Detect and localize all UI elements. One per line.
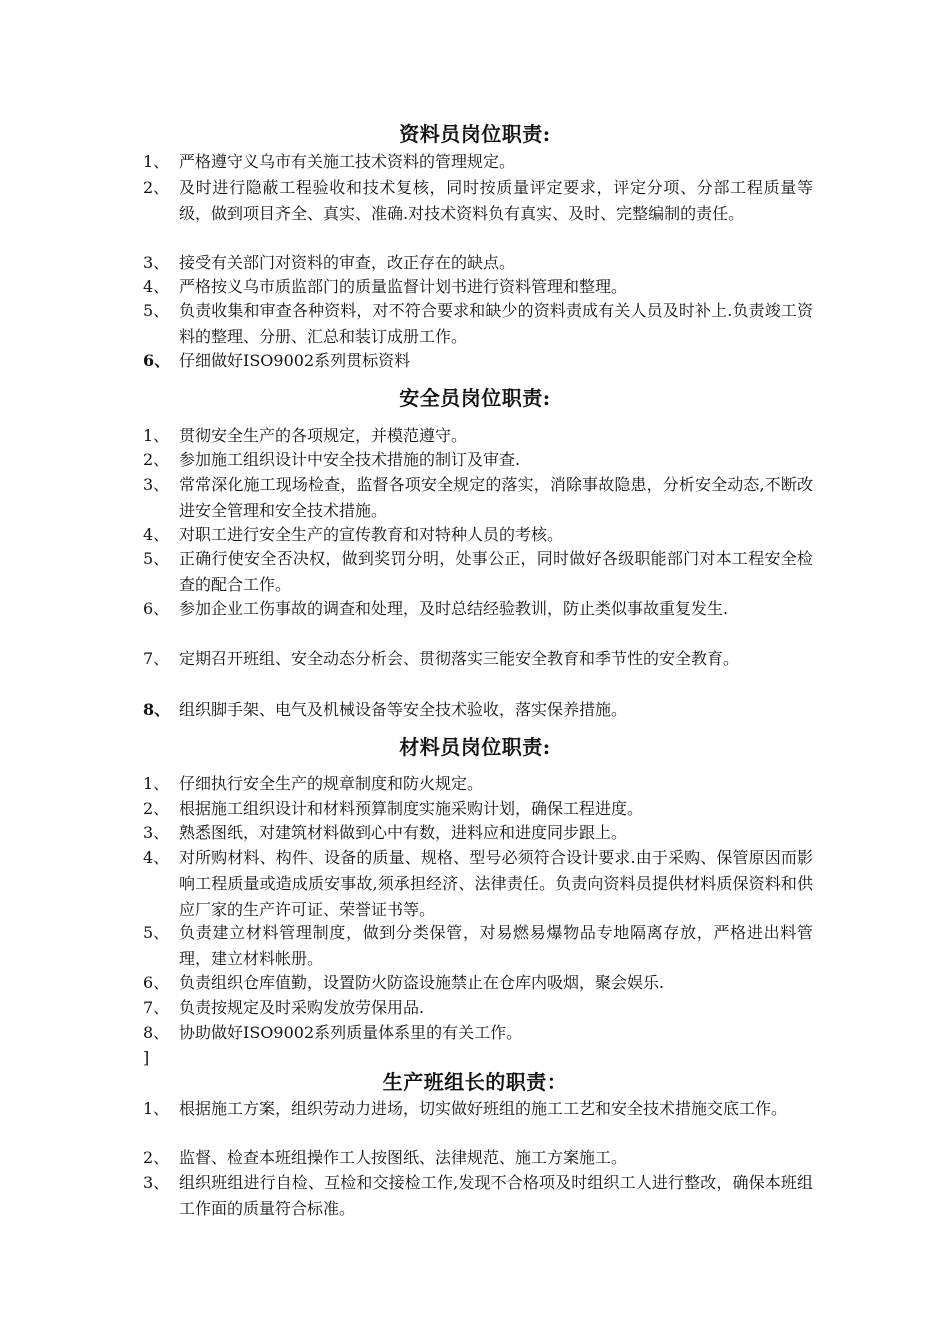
item-number: 5、 [143, 301, 170, 320]
item-number: 3、 [143, 1173, 170, 1192]
list-item [143, 348, 813, 374]
item-number: 8、 [143, 700, 171, 719]
list-item [143, 796, 813, 822]
list-item [143, 820, 813, 846]
item-number: 2、 [143, 1148, 170, 1167]
item-number: 3、 [143, 253, 170, 272]
list-item [143, 298, 813, 350]
item-text: 参加施工组织设计中安全技术措施的制订及审查. [179, 450, 521, 469]
item-text: 仔细做好ISO9002系列贯标资料 [179, 351, 411, 370]
item-number: 6、 [143, 351, 171, 370]
section-title-safety-officer: 安全员岗位职责: [399, 386, 551, 410]
list-item [143, 250, 813, 276]
item-number: 7、 [143, 998, 170, 1017]
list-item [143, 1020, 813, 1046]
list-item [143, 522, 813, 548]
item-text: 及时进行隐蔽工程验收和技术复核，同时按质量评定要求，评定分项、分部工程质量等级，做到项目齐全、真实、准确.对技术资料负有真实、及时、完整编制的责任。 [179, 178, 813, 223]
item-text: 仔细执行安全生产的规章制度和防火规定。 [179, 774, 484, 793]
item-number: 6、 [143, 599, 170, 618]
item-text: 严格遵守义乌市有关施工技术资料的管理规定。 [179, 152, 516, 171]
item-text: 参加企业工伤事故的调查和处理，及时总结经验教训，防止类似事故重复发生. [179, 599, 729, 618]
item-text: 根据施工组织设计和材料预算制度实施采购计划，确保工程进度。 [179, 799, 644, 818]
stray-mark: ] [143, 1048, 150, 1067]
item-text: 对职工进行安全生产的宣传教育和对特种人员的考核。 [179, 525, 564, 544]
item-text: 常常深化施工现场检查，监督各项安全规定的落实，消除事故隐患，分析安全动态,不断改进安全管理和安全技术措施。 [179, 475, 813, 520]
list-item [143, 546, 813, 598]
list-item [143, 1145, 813, 1171]
item-text: 负责组织仓库值勤，设置防火防盗设施禁止在仓库内吸烟，聚会娱乐. [179, 973, 665, 992]
list-item [143, 771, 813, 797]
item-number: 4、 [143, 277, 170, 296]
list-item [143, 423, 813, 449]
item-number: 8、 [143, 1023, 170, 1042]
item-number: 7、 [143, 649, 170, 668]
list-item [143, 970, 813, 996]
list-item [143, 447, 813, 473]
list-item [143, 149, 813, 175]
list-item [143, 472, 813, 524]
item-text: 定期召开班组、安全动态分析会、贯彻落实三能安全教育和季节性的安全教育。 [179, 649, 740, 668]
item-text: 负责按规定及时采购发放劳保用品. [179, 998, 425, 1017]
item-text: 协助做好ISO9002系列质量体系里的有关工作。 [179, 1023, 523, 1042]
list-item [143, 1170, 813, 1222]
list-item [143, 596, 813, 622]
section-title-team-leader: 生产班组长的职责： [382, 1070, 568, 1094]
item-text: 负责建立材料管理制度，做到分类保管，对易燃易爆物品专地隔离存放，严格进出料管理，建立材料帐册。 [179, 923, 813, 968]
item-number: 2、 [143, 178, 170, 197]
item-number: 1、 [143, 774, 170, 793]
item-number: 1、 [143, 1099, 170, 1118]
item-text: 熟悉图纸，对建筑材料做到心中有数，进料应和进度同步跟上。 [179, 823, 628, 842]
list-item [143, 175, 813, 227]
list-item [143, 697, 813, 723]
item-number: 2、 [143, 799, 170, 818]
list-item [143, 646, 813, 672]
item-number: 6、 [143, 973, 170, 992]
section-title-materials-clerk: 材料员岗位职责: [399, 735, 551, 759]
item-number: 1、 [143, 426, 170, 445]
item-text: 组织脚手架、电气及机械设备等安全技术验收，落实保养措施。 [179, 700, 628, 719]
list-item [143, 1096, 813, 1122]
item-number: 5、 [143, 549, 170, 568]
item-number: 5、 [143, 923, 170, 942]
item-number: 4、 [143, 525, 170, 544]
item-number: 3、 [143, 823, 170, 842]
item-text: 正确行使安全否决权，做到奖罚分明，处事公正，同时做好各级职能部门对本工程安全检查的配合工作。 [179, 549, 813, 594]
item-text: 监督、检查本班组操作工人按图纸、法律规范、施工方案施工。 [179, 1148, 628, 1167]
item-text: 对所购材料、构件、设备的质量、规格、型号必须符合设计要求.由于采购、保管原因而影响工程质量或造成质安事故,须承担经济、法律责任。负责向资料员提供材料质保资料和供应厂家的生产许可证、荣誉证书等。 [179, 848, 813, 919]
item-text: 组织班组进行自检、互检和交接检工作,发现不合格项及时组织工人进行整改，确保本班组工作面的质量符合标准。 [179, 1173, 813, 1218]
item-number: 2、 [143, 450, 170, 469]
item-text: 负责收集和审查各种资料，对不符合要求和缺少的资料责成有关人员及时补上.负责竣工资料的整理、分册、汇总和装订成册工作。 [179, 301, 813, 346]
list-item [143, 920, 813, 972]
item-text: 严格按义乌市质监部门的质量监督计划书进行资料管理和整理。 [179, 277, 628, 296]
list-item [143, 845, 813, 923]
list-item [143, 995, 813, 1021]
item-number: 4、 [143, 848, 170, 867]
item-text: 根据施工方案，组织劳动力进场，切实做好班组的施工工艺和安全技术措施交底工作。 [179, 1099, 788, 1118]
list-item [143, 274, 813, 300]
section-title-document-clerk: 资料员岗位职责: [399, 122, 551, 146]
item-text: 接受有关部门对资料的审查，改正存在的缺点。 [179, 253, 516, 272]
item-text: 贯彻安全生产的各项规定，并模范遵守。 [179, 426, 468, 445]
item-number: 1、 [143, 152, 170, 171]
item-number: 3、 [143, 475, 170, 494]
